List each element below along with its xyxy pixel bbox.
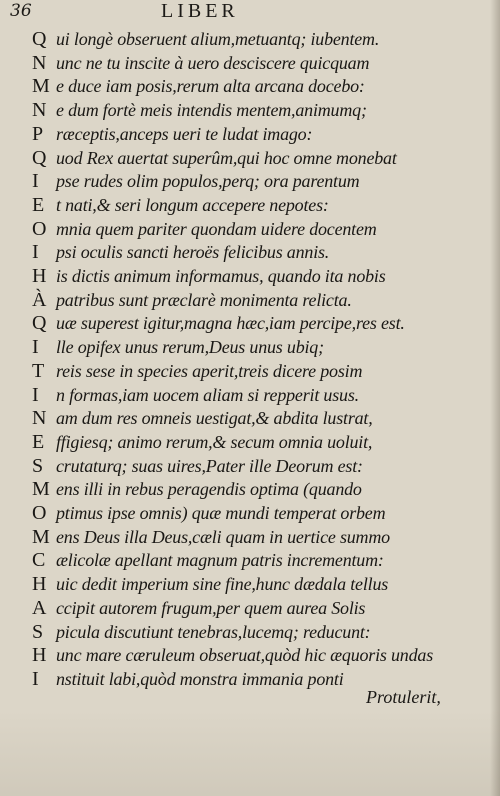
- verse-text: crutaturq; suas uires,Pater ille Deorum est:: [56, 455, 363, 476]
- verse-initial: M: [32, 75, 50, 98]
- verse-initial: N: [32, 51, 47, 74]
- verse-line: [0, 643, 500, 669]
- verse-line: [0, 311, 500, 337]
- verse-line: [0, 501, 500, 527]
- verse-initial: E: [32, 430, 45, 453]
- catchword: Protulerit,: [366, 687, 441, 707]
- verse-initial: N: [32, 407, 47, 430]
- verse-line: [0, 596, 500, 622]
- verse-text: e duce iam posis,rerum alta arcana docebo:: [56, 76, 365, 97]
- verse-text: ptimus ipse omnis) quæ mundi temperat orbem: [56, 503, 386, 523]
- verse-initial: E: [32, 193, 45, 216]
- verse-text: ccipit autorem frugum,per quem aurea Solis: [56, 597, 366, 618]
- verse-line: [0, 288, 500, 314]
- verse-text: e dum fortè meis intendis mentem,animumq;: [56, 100, 367, 121]
- verse-initial: Q: [32, 28, 47, 50]
- verse-text: t nati,& seri longum accepere nepotes:: [56, 194, 329, 215]
- running-head: LIBER: [161, 0, 239, 22]
- verse-line: [0, 525, 500, 551]
- verse-text: mnia quem pariter quondam uidere docentem: [56, 218, 377, 239]
- verse-initial: I: [32, 336, 39, 359]
- verse-line: [0, 548, 500, 574]
- verse-text: n formas,iam uocem aliam si repperit usus.: [56, 384, 359, 405]
- verse-initial: A: [32, 596, 47, 619]
- verse-line: [0, 383, 500, 409]
- verse-line: [0, 146, 500, 172]
- verse-line: [0, 27, 500, 53]
- verse-line: [0, 169, 500, 195]
- verse-text: ens illi in rebus peragendis optima (quando: [56, 479, 362, 500]
- page-bottom-margin: [0, 710, 500, 796]
- verse-text: pse rudes olim populos,perq; ora parentum: [56, 171, 360, 192]
- verse-text: picula discutiunt tenebras,lucemq; reducunt:: [56, 621, 371, 642]
- verse-initial: C: [32, 549, 46, 572]
- verse-text: ui longè obseruent alium,metuantq; iubentem.: [56, 29, 380, 49]
- verse-initial: À: [32, 288, 47, 311]
- verse-line: [0, 335, 500, 361]
- verse-initial: T: [32, 359, 45, 382]
- verse-initial: I: [32, 170, 39, 193]
- verse-text: lle opifex unus rerum,Deus unus ubiq;: [56, 337, 324, 358]
- verse-text: uæ superest igitur,magna hæc,iam percipe,res est.: [56, 313, 405, 334]
- verse-text: reis sese in species aperit,treis dicere posim: [56, 360, 363, 381]
- verse-text: psi oculis sancti heroës felicibus annis.: [56, 242, 330, 263]
- verse-initial: H: [32, 573, 47, 596]
- verse-text: unc ne tu inscite à uero desciscere quicquam: [56, 52, 370, 73]
- verse-line: [0, 51, 500, 77]
- verse-line: [0, 572, 500, 598]
- verse-text: uod Rex auertat superûm,qui hoc omne monebat: [56, 147, 397, 168]
- page-edge-shadow: [490, 0, 500, 796]
- verse-text: ræceptis,anceps ueri te ludat imago:: [56, 123, 313, 144]
- verse-line: [0, 454, 500, 480]
- verse-line: [0, 193, 500, 219]
- verse-text: nstituit labi,quòd monstra immania ponti: [56, 668, 344, 689]
- verse-initial: S: [32, 454, 44, 477]
- verse-text: uic dedit imperium sine fine,hunc dædala tellus: [56, 574, 389, 595]
- verse-initial: H: [32, 265, 47, 287]
- verse-initial: P: [32, 122, 44, 145]
- verse-initial: O: [32, 217, 47, 240]
- verse-initial: I: [32, 383, 39, 406]
- verse-initial: Q: [32, 146, 47, 169]
- verse-text: ffigiesq; animo rerum,& secum omnia uoluit,: [56, 431, 373, 452]
- verse-line: [0, 477, 500, 503]
- verse-line: [0, 359, 500, 385]
- verse-line: [0, 217, 500, 243]
- verse-initial: H: [32, 644, 47, 667]
- verse-initial: I: [32, 667, 39, 690]
- verse-initial: O: [32, 502, 47, 524]
- verse-initial: M: [32, 478, 50, 501]
- verse-text: ælicolæ apellant magnum patris incrementum:: [56, 550, 384, 571]
- verse-line: [0, 98, 500, 124]
- page-number: 36: [10, 1, 32, 21]
- verse-initial: I: [32, 241, 39, 264]
- verse-initial: Q: [32, 312, 47, 335]
- verse-initial: M: [32, 525, 50, 548]
- verse-text: ens Deus illa Deus,cæli quam in uertice summo: [56, 526, 390, 547]
- verse-text: am dum res omneis uestigat,& abdita lustrat,: [56, 408, 373, 429]
- verse-line: [0, 264, 500, 290]
- verse-initial: S: [32, 620, 44, 643]
- verse-line: [0, 620, 500, 646]
- verse-line: [0, 430, 500, 456]
- verse-text: patribus sunt præclarè monimenta relicta.: [56, 289, 352, 310]
- verse-line: [0, 122, 500, 148]
- verse-line: [0, 240, 500, 266]
- verse-text: unc mare cæruleum obseruat,quòd hic æquoris undas: [56, 645, 434, 666]
- verse-text: is dictis animum informamus, quando ita nobis: [56, 266, 386, 286]
- verse-initial: N: [32, 99, 47, 122]
- verse-line: [0, 406, 500, 432]
- verse-line: [0, 74, 500, 100]
